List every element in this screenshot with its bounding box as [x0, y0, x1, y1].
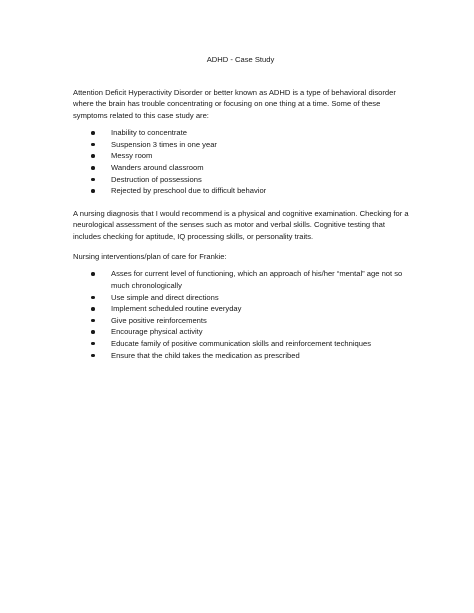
list-item: Rejected by preschool due to difficult behavior [73, 185, 412, 197]
list-item: Suspension 3 times in one year [73, 139, 412, 151]
list-item: Ensure that the child takes the medication as prescribed [73, 350, 412, 362]
list-item: Wanders around classroom [73, 162, 412, 174]
list-item: Inability to concentrate [73, 127, 412, 139]
interventions-list [73, 268, 412, 361]
list-item: Encourage physical activity [73, 326, 412, 338]
list-item: Educate family of positive communication skills and reinforcement techniques [73, 338, 412, 350]
list-item: Messy room [73, 150, 412, 162]
diagnosis-paragraph: A nursing diagnosis that I would recommend is a physical and cognitive examination. Checking for a neurological assessment of the senses such as motor and verbal skills. Cognitive testing that includes checking for aptitude, IQ processing skills, or personality traits. [73, 208, 409, 241]
list-item: Use simple and direct directions [73, 292, 412, 304]
intro-paragraph: Attention Deficit Hyperactivity Disorder or better known as ADHD is a type of behavioral disorder where the brain has trouble concentrating or focusing on one thing at a time. Some of these symptoms related to this case study are: [73, 88, 396, 120]
symptoms-list [73, 127, 412, 197]
list-item: Destruction of possessions [73, 174, 412, 186]
list-item: Give positive reinforcements [73, 315, 412, 327]
list-item: Asses for current level of functioning, which an approach of his/her “mental” age not so much chronologically [73, 268, 412, 291]
interventions-heading: Nursing interventions/plan of care for Frankie: [73, 252, 227, 261]
document-title: ADHD - Case Study [206, 55, 275, 64]
list-item: Implement scheduled routine everyday [73, 303, 412, 315]
